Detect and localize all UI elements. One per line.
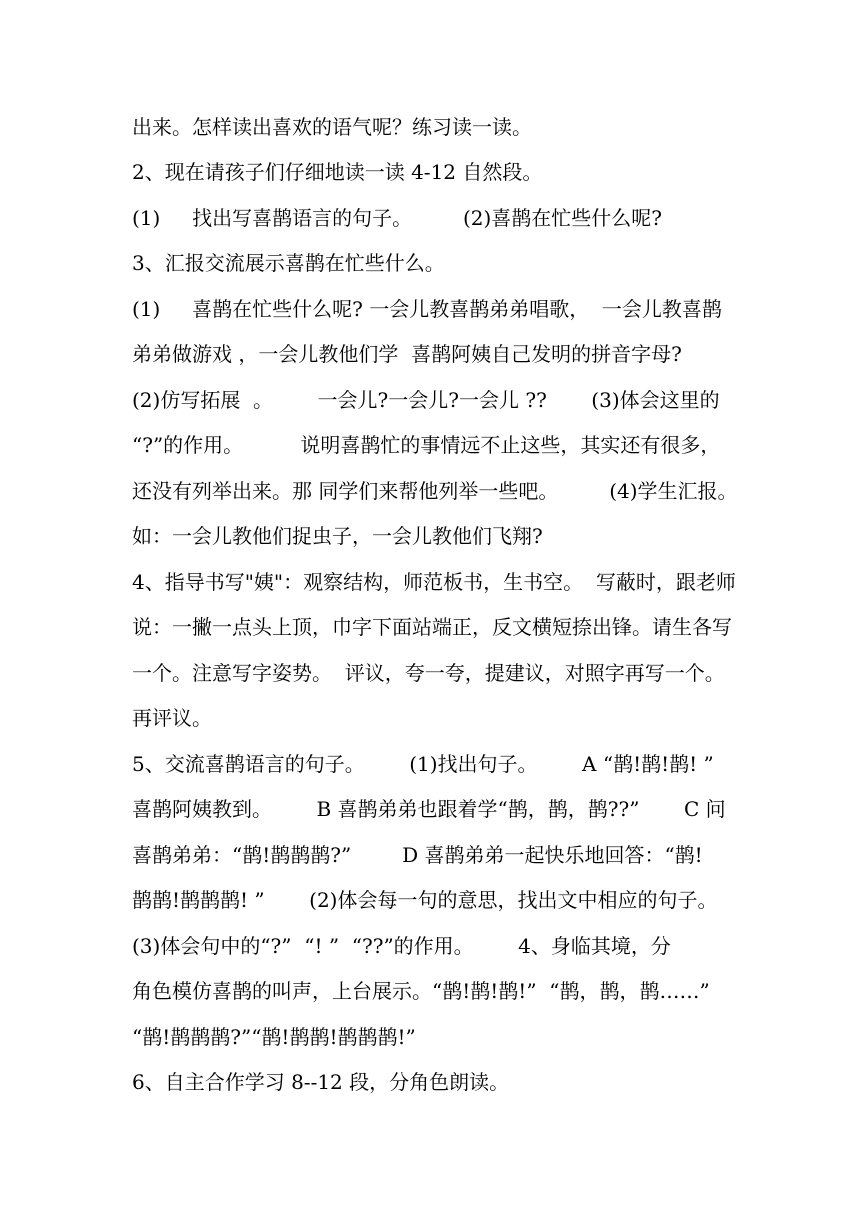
- text-line-21: “鹊!鹊鹊鹊?”“鹊!鹊鹊!鹊鹊鹊!”: [132, 1025, 416, 1049]
- text-line-6: 弟弟做游戏 ，一会儿教他们学 喜鹊阿姨自己发明的拼音字母?: [132, 342, 682, 366]
- text-line-1: 出来。怎样读出喜欢的语气呢？练习读一读。: [132, 115, 532, 139]
- text-line-14: 再评议。: [132, 706, 212, 730]
- text-line-20: 角色模仿喜鹊的叫声，上台展示。“鹊!鹊!鹊!” “鹊，鹊，鹊……”: [132, 979, 710, 1003]
- text-line-9: 还没有列举出来。那 同学们来帮他列举一些吧。 (4)学生汇报。: [132, 479, 738, 503]
- text-line-11: 4、指导书写"姨"：观察结构，师范板书，生书空。 写蔽时，跟老师: [132, 570, 736, 594]
- text-line-22: 6、自主合作学习 8--12 段，分角色朗读。: [132, 1070, 510, 1094]
- text-line-18: 鹊鹊!鹊鹊鹊! ” (2)体会每一句的意思，找出文中相应的句子。: [132, 888, 718, 912]
- text-line-12: 说：一撇一点头上顶，巾字下面站端正，反文横短捺出锋。请生各写: [132, 615, 732, 639]
- text-line-10: 如：一会儿教他们捉虫子，一会儿教他们飞翔?: [132, 524, 543, 548]
- text-line-4: 3、汇报交流展示喜鹊在忙些什么。: [132, 251, 445, 275]
- text-line-17: 喜鹊弟弟：“鹊!鹊鹊鹊?” D 喜鹊弟弟一起快乐地回答：“鹊!: [132, 843, 703, 867]
- text-line-5: (1) 喜鹊在忙些什么呢? 一会儿教喜鹊弟弟唱歌， 一会儿教喜鹊: [132, 297, 722, 321]
- text-line-7: (2)仿写拓展 。 一会儿?一会儿?一会儿 ?? (3)体会这里的: [132, 388, 720, 412]
- text-line-15: 5、交流喜鹊语言的句子。 (1)找出句子。 A “鹊!鹊!鹊! ”: [132, 752, 714, 776]
- text-line-8: “?”的作用。 说明喜鹊忙的事情远不止这些，其实还有很多，: [132, 433, 721, 457]
- text-line-19: (3)体会句中的“?” “! ” “??”的作用。 4、身临其境，分: [132, 934, 671, 958]
- text-line-3: (1) 找出写喜鹊语言的句子。 (2)喜鹊在忙些什么呢?: [132, 206, 663, 230]
- text-line-16: 喜鹊阿姨教到。 B 喜鹊弟弟也跟着学“鹊，鹊，鹊??” C 问: [132, 797, 726, 821]
- text-line-13: 一个。注意写字姿势。 评议，夸一夸，提建议，对照字再写一个。: [132, 661, 725, 685]
- text-line-2: 2、现在请孩子们仔细地读一读 4-12 自然段。: [132, 160, 543, 184]
